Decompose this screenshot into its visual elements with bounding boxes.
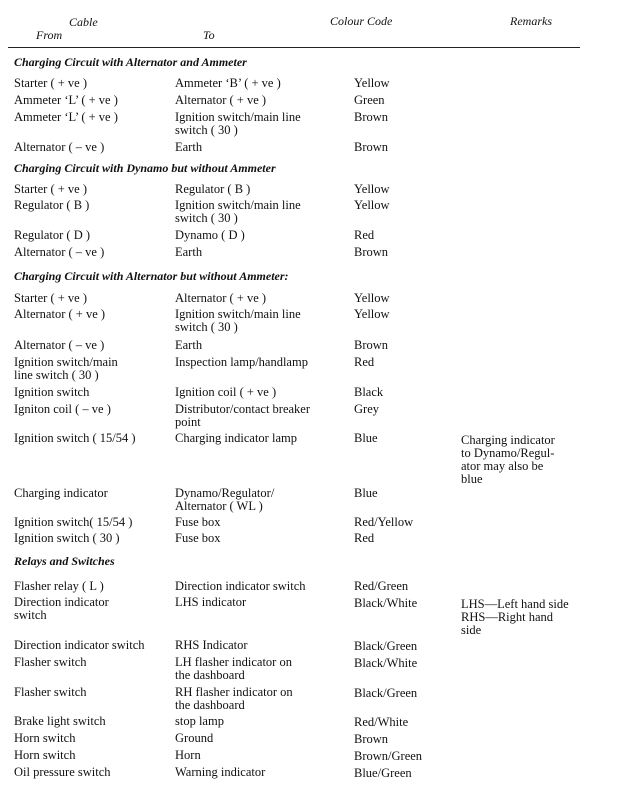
row-colour: Blue/Green bbox=[354, 766, 412, 780]
row-from: Alternator ( – ve ) bbox=[14, 338, 105, 352]
row-to: Inspection lamp/handlamp bbox=[175, 355, 308, 369]
row-colour: Yellow bbox=[354, 291, 390, 305]
row-remark: Charging indicator bbox=[461, 433, 555, 447]
row-from: Starter ( + ve ) bbox=[14, 76, 87, 90]
row-to: Earth bbox=[175, 338, 203, 352]
row-to: stop lamp bbox=[175, 714, 224, 728]
row-to: Warning indicator bbox=[175, 765, 266, 779]
row-from: Horn switch bbox=[14, 731, 76, 745]
row-colour: Brown bbox=[354, 110, 389, 124]
row-from: Alternator ( – ve ) bbox=[14, 140, 105, 154]
row-colour: Black/Green bbox=[354, 639, 418, 653]
row-colour: Brown bbox=[354, 140, 389, 154]
row-colour: Black/White bbox=[354, 596, 418, 610]
row-to: Earth bbox=[175, 245, 203, 259]
row-to: Horn bbox=[175, 748, 201, 762]
row-from-line2: line switch ( 30 ) bbox=[14, 368, 99, 382]
row-from: Ammeter ‘L’ ( + ve ) bbox=[14, 93, 118, 107]
row-to: Ignition switch/main line bbox=[175, 198, 301, 212]
row-colour: Brown bbox=[354, 338, 389, 352]
row-to: Fuse box bbox=[175, 515, 221, 529]
row-from-line2: switch bbox=[14, 608, 47, 622]
row-from: Ignition switch bbox=[14, 385, 90, 399]
row-colour: Yellow bbox=[354, 182, 390, 196]
header-from: From bbox=[36, 28, 63, 42]
row-from: Direction indicator bbox=[14, 595, 109, 609]
section-dynamo-no-ammeter: Charging Circuit with Dynamo but without Ammeter bbox=[14, 161, 276, 175]
row-to: Ground bbox=[175, 731, 214, 745]
row-from: Regulator ( B ) bbox=[14, 198, 90, 212]
section-alt-ammeter: Charging Circuit with Alternator and Ammeter bbox=[14, 55, 247, 69]
row-remark-line3: ator may also be bbox=[461, 459, 544, 473]
row-from: Oil pressure switch bbox=[14, 765, 111, 779]
row-to: Dynamo/Regulator/ bbox=[175, 486, 275, 500]
row-to-line2: the dashboard bbox=[175, 668, 245, 682]
row-colour: Brown bbox=[354, 245, 389, 259]
row-from: Ammeter ‘L’ ( + ve ) bbox=[14, 110, 118, 124]
row-to: LHS indicator bbox=[175, 595, 247, 609]
row-remark: LHS—Left hand side bbox=[461, 597, 569, 611]
row-colour: Red/White bbox=[354, 715, 409, 729]
header-to: To bbox=[203, 28, 215, 42]
row-colour: Red bbox=[354, 355, 375, 369]
row-colour: Red/Yellow bbox=[354, 515, 414, 529]
row-to: Fuse box bbox=[175, 531, 221, 545]
row-colour: Yellow bbox=[354, 76, 390, 90]
row-from: Horn switch bbox=[14, 748, 76, 762]
row-colour: Black/White bbox=[354, 656, 418, 670]
row-from: Starter ( + ve ) bbox=[14, 291, 87, 305]
row-to: Alternator ( + ve ) bbox=[175, 291, 267, 305]
row-to: LH flasher indicator on bbox=[175, 655, 292, 669]
row-colour: Red bbox=[354, 531, 375, 545]
row-to: Earth bbox=[175, 140, 203, 154]
row-remark-line2: to Dynamo/Regul- bbox=[461, 446, 555, 460]
row-from: Regulator ( D ) bbox=[14, 228, 91, 242]
row-from: Flasher relay ( L ) bbox=[14, 579, 104, 593]
header-cable: Cable bbox=[69, 15, 98, 29]
row-colour: Brown bbox=[354, 732, 389, 746]
row-colour: Grey bbox=[354, 402, 379, 416]
row-to-line2: switch ( 30 ) bbox=[175, 320, 238, 334]
row-remark-line3: side bbox=[461, 623, 482, 637]
row-to: Direction indicator switch bbox=[175, 579, 306, 593]
row-from: Alternator ( – ve ) bbox=[14, 245, 105, 259]
row-from: Brake light switch bbox=[14, 714, 106, 728]
row-to: Ignition switch/main line bbox=[175, 110, 301, 124]
row-colour: Green bbox=[354, 93, 385, 107]
row-to-line2: point bbox=[175, 415, 201, 429]
row-to: Ignition switch/main line bbox=[175, 307, 301, 321]
row-from: Ignition switch( 15/54 ) bbox=[14, 515, 133, 529]
row-to: Alternator ( + ve ) bbox=[175, 93, 267, 107]
row-to: Charging indicator lamp bbox=[175, 431, 297, 445]
row-from: Ignition switch ( 30 ) bbox=[14, 531, 120, 545]
row-remark-line2: RHS—Right hand bbox=[461, 610, 554, 624]
row-colour: Red/Green bbox=[354, 579, 409, 593]
section-relays: Relays and Switches bbox=[14, 554, 115, 568]
row-to: Regulator ( B ) bbox=[175, 182, 251, 196]
row-from: Charging indicator bbox=[14, 486, 108, 500]
row-from: Ignition switch/main bbox=[14, 355, 118, 369]
row-colour: Blue bbox=[354, 486, 378, 500]
row-to: Ignition coil ( + ve ) bbox=[175, 385, 277, 399]
row-to: Ammeter ‘B’ ( + ve ) bbox=[175, 76, 281, 90]
row-to-line2: Alternator ( WL ) bbox=[175, 499, 263, 513]
header-remarks: Remarks bbox=[510, 14, 552, 28]
row-colour: Yellow bbox=[354, 198, 390, 212]
row-colour: Brown/Green bbox=[354, 749, 423, 763]
section-alt-no-ammeter: Charging Circuit with Alternator but without Ammeter: bbox=[14, 269, 289, 283]
row-remark-line4: blue bbox=[461, 472, 483, 486]
row-to: RHS Indicator bbox=[175, 638, 248, 652]
row-colour: Red bbox=[354, 228, 375, 242]
row-colour: Blue bbox=[354, 431, 378, 445]
row-from: Ignition switch ( 15/54 ) bbox=[14, 431, 136, 445]
row-from: Alternator ( + ve ) bbox=[14, 307, 106, 321]
row-to-line2: the dashboard bbox=[175, 698, 245, 712]
row-to: RH flasher indicator on bbox=[175, 685, 293, 699]
row-colour: Black bbox=[354, 385, 384, 399]
row-colour: Yellow bbox=[354, 307, 390, 321]
row-from: Flasher switch bbox=[14, 655, 87, 669]
header-colour-code: Colour Code bbox=[330, 14, 393, 28]
row-to-line2: switch ( 30 ) bbox=[175, 123, 238, 137]
row-to: Dynamo ( D ) bbox=[175, 228, 245, 242]
header-rule bbox=[8, 47, 580, 48]
row-from: Flasher switch bbox=[14, 685, 87, 699]
row-from: Direction indicator switch bbox=[14, 638, 145, 652]
row-to-line2: switch ( 30 ) bbox=[175, 211, 238, 225]
row-to: Distributor/contact breaker bbox=[175, 402, 311, 416]
row-from: Igniton coil ( – ve ) bbox=[14, 402, 111, 416]
row-colour: Black/Green bbox=[354, 686, 418, 700]
row-from: Starter ( + ve ) bbox=[14, 182, 87, 196]
